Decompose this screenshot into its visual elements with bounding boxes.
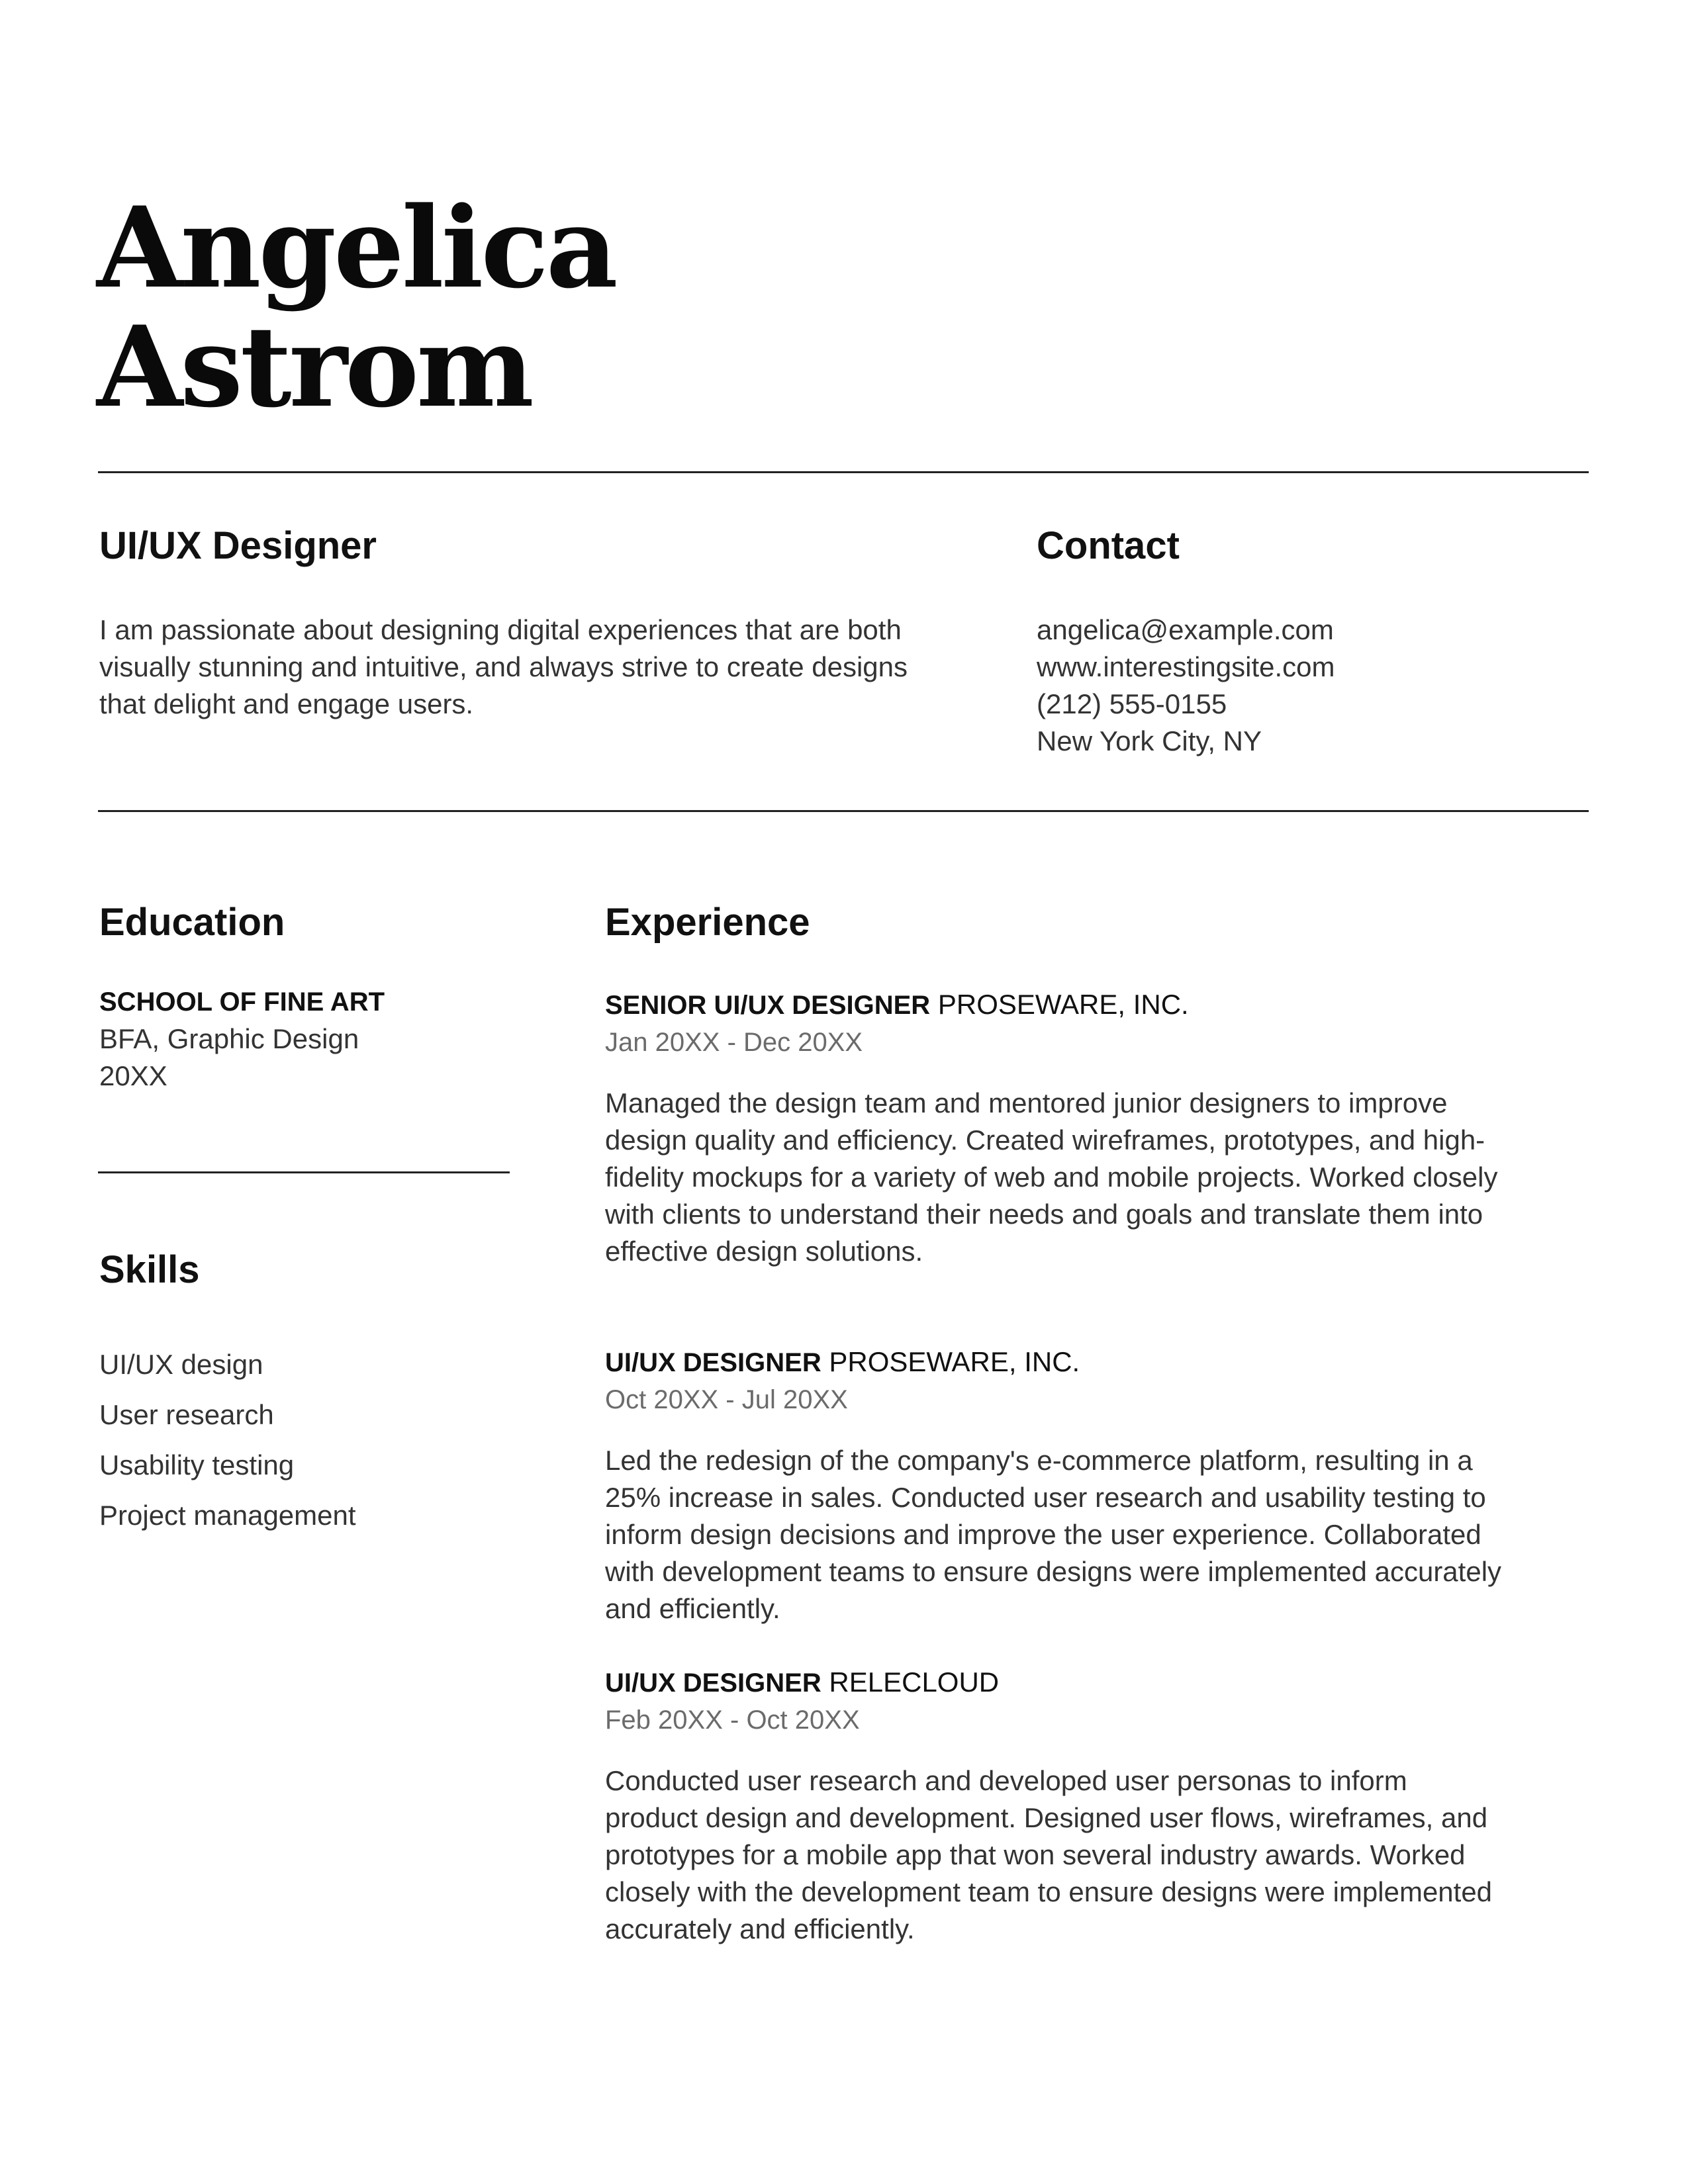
divider-education (98, 1171, 510, 1173)
experience-entry (605, 986, 1532, 1270)
contact-list (1037, 612, 1566, 760)
job-dates: Oct 20XX - Jul 20XX (605, 1385, 848, 1414)
job-description: Managed the design team and mentored junior designers to improve design quality and efficiency. Created wireframes, prototypes, and high-fidelity mockups for a variety of web and mobile projects. Worked closely with clients to understand their needs and goals and translate them into effective design solutions. (605, 1087, 1498, 1267)
job-company: PROSEWARE, INC. (829, 1346, 1080, 1377)
contact-website: www.interestingsite.com (1037, 651, 1335, 682)
job-title-heading: UI/UX Designer (99, 524, 377, 567)
job-company: PROSEWARE, INC. (937, 989, 1189, 1020)
skill-item: Usability testing (99, 1449, 295, 1480)
last-name: Astrom (97, 301, 532, 432)
skills-list (99, 1346, 496, 1547)
skill-item: User research (99, 1399, 274, 1430)
contact-heading: Contact (1037, 524, 1180, 567)
contact-email: angelica@example.com (1037, 614, 1334, 645)
job-role: UI/UX DESIGNER (605, 1668, 821, 1698)
job-dates: Jan 20XX - Dec 20XX (605, 1028, 863, 1057)
job-role: SENIOR UI/UX DESIGNER (605, 991, 931, 1020)
experience-entry (605, 1664, 1532, 1948)
experience-entry (605, 1343, 1532, 1627)
profile-summary: I am passionate about designing digital experiences that are both visually stunning and intuitive, and always strive to create designs that delight and engage users. (99, 614, 908, 719)
education-year: 20XX (99, 1060, 167, 1091)
skill-item: Project management (99, 1500, 356, 1531)
experience-heading: Experience (605, 901, 810, 944)
job-dates: Feb 20XX - Oct 20XX (605, 1706, 860, 1735)
job-role: UI/UX DESIGNER (605, 1348, 821, 1377)
divider-middle (98, 810, 1589, 812)
divider-top (98, 471, 1589, 473)
contact-location: New York City, NY (1037, 725, 1262, 756)
experience-entry-header (605, 1664, 1532, 1702)
first-name: Angelica (97, 182, 616, 313)
education-heading: Education (99, 901, 285, 944)
education-school: SCHOOL OF FINE ART (99, 987, 385, 1017)
experience-entry-header (605, 986, 1532, 1024)
skill-item: UI/UX design (99, 1349, 263, 1380)
skills-heading: Skills (99, 1248, 200, 1291)
job-description: Led the redesign of the company's e-commerce platform, resulting in a 25% increase in sales. Conducted user research and usability testing to inform design decisions and improve the user experience. Collaborated with development teams to ensure designs were implemented accurately and efficiently. (605, 1445, 1502, 1624)
contact-phone: (212) 555-0155 (1037, 688, 1227, 719)
education-degree: BFA, Graphic Design (99, 1023, 359, 1054)
experience-entry-header (605, 1343, 1532, 1381)
job-company: RELECLOUD (829, 1666, 1000, 1698)
job-description: Conducted user research and developed user personas to inform product design and development. Designed user flows, wireframes, and prototypes for a mobile app that won several industry awards. Worked closely with the development team to ensure designs were implemented accurately and efficiently. (605, 1765, 1493, 1944)
